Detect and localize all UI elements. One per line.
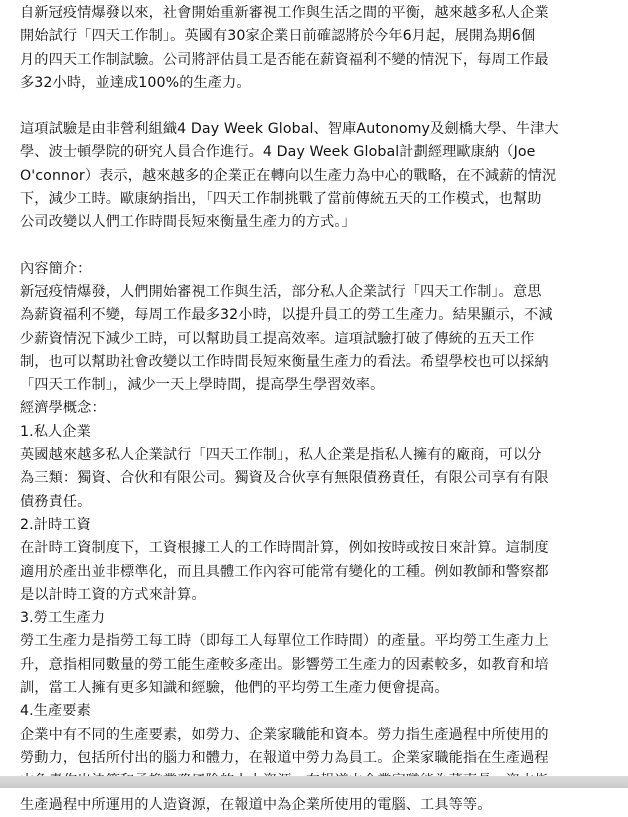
- text-line: 生產過程中所運用的人造資源，在報道中為企業所使用的電腦、工具等等。: [20, 796, 492, 813]
- text-line: O'connor）表示，越來越多的企業正在轉向以生產力為中心的戰略，在不減薪的情況: [20, 167, 557, 184]
- text-line: 企業中有不同的生產要素，如勞力、企業家職能和資本。勞力指生產過程中所使用的: [20, 726, 549, 743]
- text-line: 在計時工資制度下，工資根據工人的工作時間計算，例如按時或按日來計算。這制度: [20, 540, 549, 557]
- text-line: 開始試行「四天工作制」。英國有30家企業日前確認將於今年6月起，展開為期6個: [20, 28, 536, 45]
- text-line: 公司改變以人們工作時間長短來衡量生產力的方式。」: [20, 214, 356, 231]
- intro-paragraph: [20, 2, 614, 95]
- summary-heading: 內容簡介：: [20, 260, 92, 277]
- text-line: 月的四天工作制試驗。公司將評估員工是否能在薪資福利不變的情況下，每周工作最: [20, 51, 549, 68]
- concept-title: 4.生產要素: [20, 703, 91, 720]
- summary-section: [20, 258, 614, 398]
- text-line: 新冠疫情爆發，人們開始審視工作與生活，部分私人企業試行「四天工作制」。意思: [20, 283, 542, 300]
- concept-title: 3.勞工生產力: [20, 610, 106, 627]
- text-line: 自新冠疫情爆發以來，社會開始重新審視工作與生活之間的平衡，越來越多私人企業: [20, 5, 549, 21]
- text-line: 適用於產出並非標準化，而且具體工作內容可能常有變化的工種。例如教師和警察都: [20, 563, 549, 580]
- concept-title: 1.私人企業: [20, 423, 91, 440]
- paragraph-spacer: [20, 235, 614, 258]
- text-line: 為薪資福利不變，每周工作最多32小時，以提升員工的勞工生產力。結果顯示，不減: [20, 307, 553, 324]
- concepts-heading: 經濟學概念：: [20, 400, 106, 417]
- text-line: 債務責任。: [20, 493, 92, 510]
- trial-paragraph: [20, 118, 614, 234]
- text-line: 升，意指相同數量的勞工能生產較多產出。影響勞工生產力的因素較多，如教育和培: [20, 656, 549, 673]
- paragraph-spacer: [20, 95, 614, 118]
- text-line: 多32小時，並達成100%的生產力。: [20, 74, 251, 91]
- concepts-section: [20, 397, 614, 816]
- text-line: 制，也可以幫助社會改變以工作時間長短來衡量生產力的看法。希望學校也可以採納: [20, 353, 549, 370]
- text-line: 這項試驗是由非營利組織4 Day Week Global、智庫Autonomy及劍橋大學、牛津大: [20, 121, 559, 138]
- text-line: 「四天工作制」，減少一天上學時間，提高學生學習效率。: [20, 377, 385, 394]
- text-line: 下，減少工時。歐康納指出，「四天工作制挑戰了當前傳統五天的工作模式，也幫助: [20, 191, 542, 208]
- text-line: 是以計時工資的方式來計算。: [20, 586, 206, 603]
- text-line: 勞工生產力是指勞工每工時（即每工人每單位工作時間）的產量。平均勞工生產力上: [20, 633, 549, 650]
- text-line: 學、波士頓學院的研究人員合作進行。4 Day Week Global計劃經理歐康納（Joe: [20, 144, 536, 161]
- text-line: 英國越來越多私人企業試行「四天工作制」，私人企業是指私人擁有的廠商，可以分: [20, 447, 542, 464]
- bottom-scroll-edge: [0, 776, 628, 788]
- text-line: 勞動力，包括所付出的腦力和體力，在報道中勞力為員工。企業家職能指在生產過程: [20, 749, 549, 766]
- concept-title: 2.計時工資: [20, 516, 91, 533]
- text-line: 為三類：獨資、合伙和有限公司。獨資及合伙享有無限債務責任，有限公司享有有限: [20, 470, 549, 487]
- text-line: 少薪資情況下減少工時，可以幫助員工提高效率。這項試驗打破了傳統的五天工作: [20, 330, 535, 347]
- text-line: 訓，當工人擁有更多知識和經驗，他們的平均勞工生產力便會提高。: [20, 680, 449, 697]
